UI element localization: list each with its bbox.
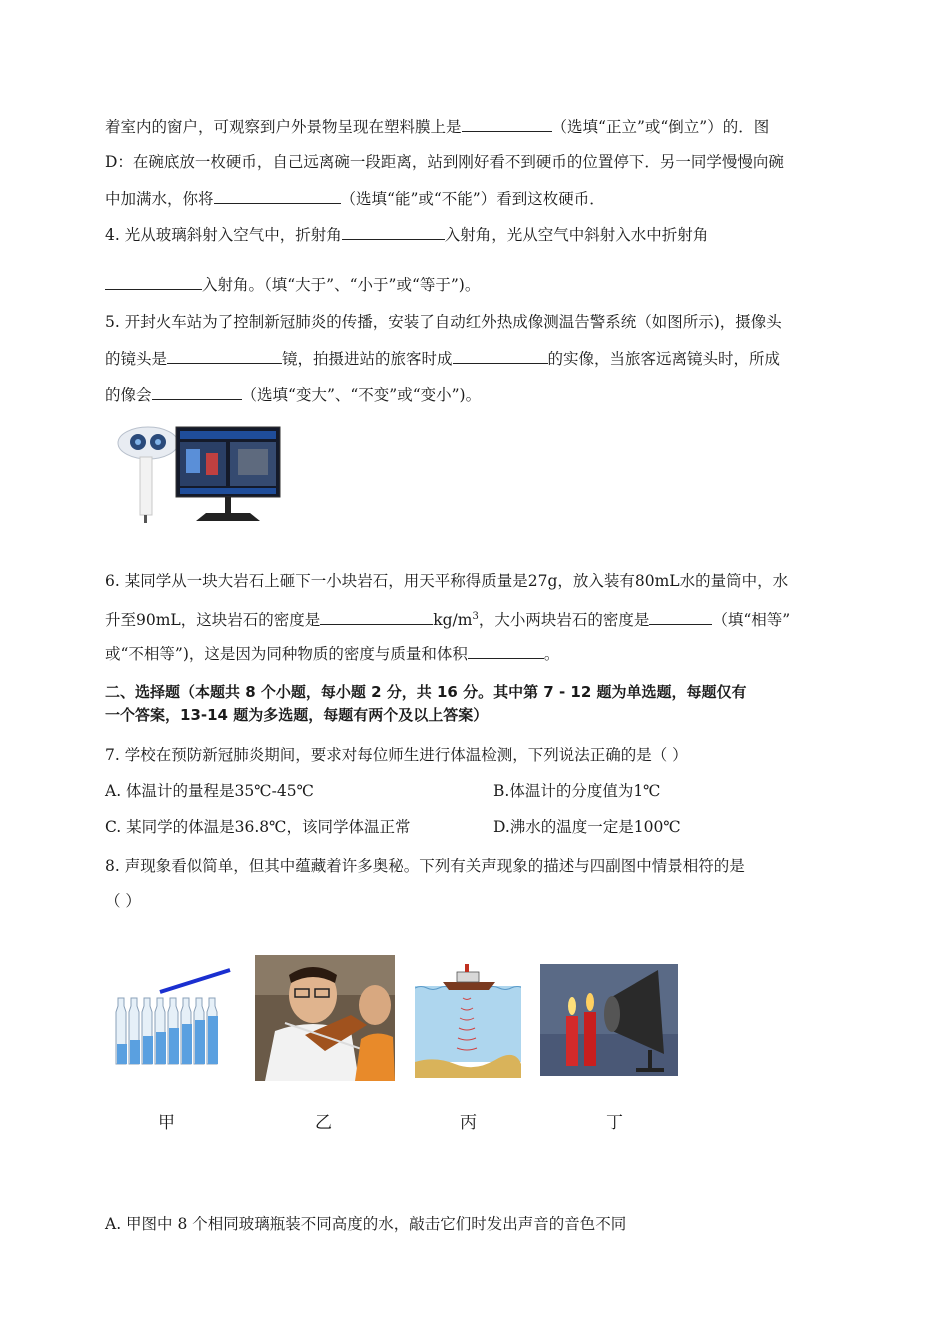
figure-caption-ding: 丁 [606, 1113, 623, 1133]
q3-text: （选填“正立”或“倒立”）的．图 [551, 118, 770, 136]
q3-text: 中加满水，你将 [105, 190, 214, 208]
q5-text: （选填“变大”、“不变”或“变小”)。 [241, 386, 482, 404]
sea-water [415, 986, 521, 1062]
q7-options-row2 [105, 816, 845, 838]
q7-options-row1 [105, 780, 845, 802]
q6-text: ，大小两块岩石的密度是 [478, 611, 650, 630]
q7-option-a[interactable]: A. 体温计的量程是35℃-45℃ [105, 782, 314, 800]
section2-heading-line1: 二、选择题（本题共 8 个小题，每小题 2 分，共 16 分。其中第 7 - 12 题为单选题，每题仅有 [105, 683, 747, 701]
q5-line1: 5. 开封火车站为了控制新冠肺炎的传播，安装了自动红外热成像测温告警系统（如图所示)，摄像头 [105, 313, 782, 331]
q6-line3 [105, 642, 559, 665]
q5-text: 镜，拍摄进站的旅客时成 [282, 350, 453, 368]
q5-line3 [105, 383, 481, 406]
q4-text: 入射角，光从空气中斜射入水中折射角 [444, 226, 709, 244]
q5-text: 的镜头是 [105, 350, 168, 368]
answer-blank[interactable] [214, 187, 341, 204]
q7-stem: 7. 学校在预防新冠肺炎期间，要求对每位师生进行体温检测，下列说法正确的是（ ） [105, 746, 688, 764]
q5-line2 [105, 347, 780, 370]
figure-jia-bottles [112, 962, 232, 1068]
figure-caption-bing: 丙 [460, 1113, 477, 1133]
q8-paren: （ ） [105, 892, 141, 910]
q6-text: （填“相等” [712, 611, 791, 630]
q7-option-d[interactable]: D.沸水的温度一定是100℃ [493, 818, 681, 836]
q3-line3 [105, 187, 605, 210]
answer-blank[interactable] [462, 115, 552, 132]
q3-line1 [105, 115, 769, 138]
q4-text: 入射角。（填“大于”、“小于”或“等于”)。 [202, 276, 481, 294]
figure-caption-yi: 乙 [315, 1113, 332, 1133]
figure-yi-violin [255, 955, 395, 1081]
camera-image [118, 427, 178, 523]
q5-text: 的像会 [105, 386, 152, 404]
answer-blank[interactable] [152, 383, 242, 400]
q6-text: 升至90mL，这块岩石的密度是 [105, 611, 321, 630]
answer-blank[interactable] [167, 347, 282, 364]
q3-text: （选填“能”或“不能”）看到这枚硬币． [340, 190, 605, 208]
q6-line1: 6. 某同学从一块大岩石上砸下一小块岩石，用天平称得质量是27g，放入装有80mL水的量筒中，水 [105, 572, 789, 590]
answer-blank[interactable] [342, 223, 445, 240]
q6-text: 。 [543, 645, 560, 663]
q4-line2 [105, 273, 480, 296]
q3-text: 着室内的窗户，可观察到户外景物呈现在塑料膜上是 [105, 118, 462, 136]
q8-option-a[interactable]: A. 甲图中 8 个相同玻璃瓶装不同高度的水，敲击它们时发出声音的音色不同 [105, 1215, 627, 1233]
q7-option-b[interactable]: B.体温计的分度值为1℃ [493, 782, 661, 800]
answer-blank[interactable] [105, 273, 202, 290]
monitor-image [176, 427, 280, 521]
answer-blank[interactable] [468, 642, 544, 659]
q4-line1 [105, 223, 708, 246]
q6-line2 [105, 606, 790, 631]
answer-blank[interactable] [453, 347, 548, 364]
figure-caption-jia: 甲 [158, 1113, 175, 1133]
section2-heading-line2: 一个答案，13-14 题为多选题，每题有两个及以上答案） [105, 706, 489, 724]
answer-blank[interactable] [649, 608, 712, 625]
q6-text: 或“不相等”)，这是因为同种物质的密度与质量和体积 [105, 645, 468, 663]
q3-line2: D：在碗底放一枚硬币，自己远离碗一段距离，站到刚好看不到硬币的位置停下．另一同学慢慢向碗 [105, 153, 784, 171]
unit-label: kg/m [433, 611, 473, 630]
q4-text: 4. 光从玻璃斜射入空气中，折射角 [105, 226, 342, 244]
unit-superscript: 3 [472, 611, 479, 622]
q8-stem: 8. 声现象看似简单，但其中蕴藏着许多奥秘。下列有关声现象的描述与四副图中情景相符的是 [105, 857, 745, 875]
q5-text: 的实像，当旅客远离镜头时，所成 [547, 350, 781, 368]
q7-option-c[interactable]: C. 某同学的体温是36.8℃，该同学体温正常 [105, 818, 411, 836]
figure-bing-ship-sonar [415, 960, 521, 1078]
figure-ding-speaker-candles [540, 964, 678, 1076]
striking-rod [160, 970, 230, 992]
thermal-camera-figure [110, 425, 285, 525]
answer-blank[interactable] [320, 608, 433, 625]
